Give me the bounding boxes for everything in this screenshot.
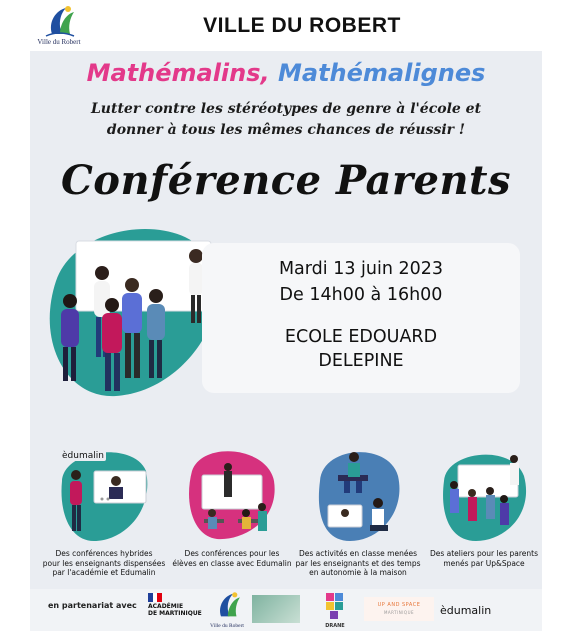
activity-caption-4	[416, 549, 552, 568]
caption-2-line-1: Des conférences pour les	[184, 549, 280, 558]
poster-title	[30, 59, 542, 87]
edumalin-badge: èdumalin	[62, 451, 104, 461]
title-mathemalins: Mathémalins,	[86, 59, 270, 87]
upspace-subtitle: MARTINIQUE	[383, 610, 415, 615]
upspace-title: UP AND SPACE	[377, 602, 421, 608]
title-mathemalignes: Mathémalignes	[278, 59, 486, 87]
poster-subtitle	[50, 99, 522, 141]
drane-caption: DRANE	[325, 623, 345, 629]
caption-1-line-3: par l'académie et Edumalin	[52, 568, 156, 577]
event-info-box	[202, 243, 520, 393]
workshop-illustration	[434, 441, 534, 545]
poster	[30, 51, 542, 631]
activity-hybrid-conferences	[44, 441, 164, 591]
academie-line-2: DE MARTINIQUE	[148, 610, 202, 617]
ville-du-robert-partner-logo	[202, 589, 252, 631]
subtitle-line-2: donner à tous les mêmes chances de réussir !	[106, 122, 466, 138]
activities-illustration	[308, 441, 408, 545]
activity-parent-workshops	[424, 441, 544, 591]
edumalin-text: èdumalin	[440, 604, 492, 617]
classroom-illustration	[182, 441, 282, 545]
logo-caption: Ville du Robert	[37, 38, 81, 46]
activity-caption-3	[290, 549, 426, 578]
hybrid-conference-illustration	[54, 441, 154, 545]
caption-4-line-2: menés par Up&Space	[443, 558, 525, 568]
academie-line-1: ACADÉMIE	[148, 603, 184, 610]
partner-label: en partenariat avec	[48, 601, 137, 610]
conference-heading: Conférence Parents	[60, 157, 512, 204]
venue-line-2: DELEPINE	[318, 351, 404, 371]
caption-3-line-2: par les enseignants et des temps	[295, 558, 421, 568]
caption-4-line-1: Des ateliers pour les parents	[429, 549, 539, 558]
green-partner-logo	[252, 595, 300, 623]
event-date: Mardi 13 juin 2023	[278, 259, 444, 279]
city-title: VILLE DU ROBERT	[203, 14, 401, 37]
edumalin-logo	[440, 601, 535, 621]
caption-2-line-2: élèves en classe avec Edumalin	[172, 558, 292, 568]
activity-student-conferences	[172, 441, 292, 591]
caption-3-line-1: Des activités en classe menées	[299, 549, 417, 558]
activity-caption-2	[164, 549, 300, 568]
activities-row	[30, 441, 542, 591]
partners-footer	[30, 589, 542, 631]
venue-line-1: ECOLE EDOUARD	[284, 327, 438, 347]
activity-class-and-home	[295, 441, 421, 591]
caption-1-line-2: pour les enseignants dispensées	[42, 558, 166, 568]
up-and-space-logo	[364, 597, 434, 621]
ville-logo-mark	[202, 589, 252, 623]
subtitle-line-1: Lutter contre les stéréotypes de genre à l'école et	[90, 101, 482, 117]
caption-3-line-3: en autonomie à la maison	[309, 568, 407, 577]
caption-1-line-1: Des conférences hybrides	[55, 549, 153, 558]
academie-text	[148, 603, 202, 617]
drane-mark	[320, 589, 350, 621]
ville-partner-caption: Ville du Robert	[210, 623, 244, 629]
event-time: De 14h00 à 16h00	[279, 285, 443, 305]
activity-caption-1	[36, 549, 172, 578]
french-flag-icon	[148, 593, 162, 602]
drane-logo	[320, 589, 350, 631]
header	[0, 0, 564, 50]
